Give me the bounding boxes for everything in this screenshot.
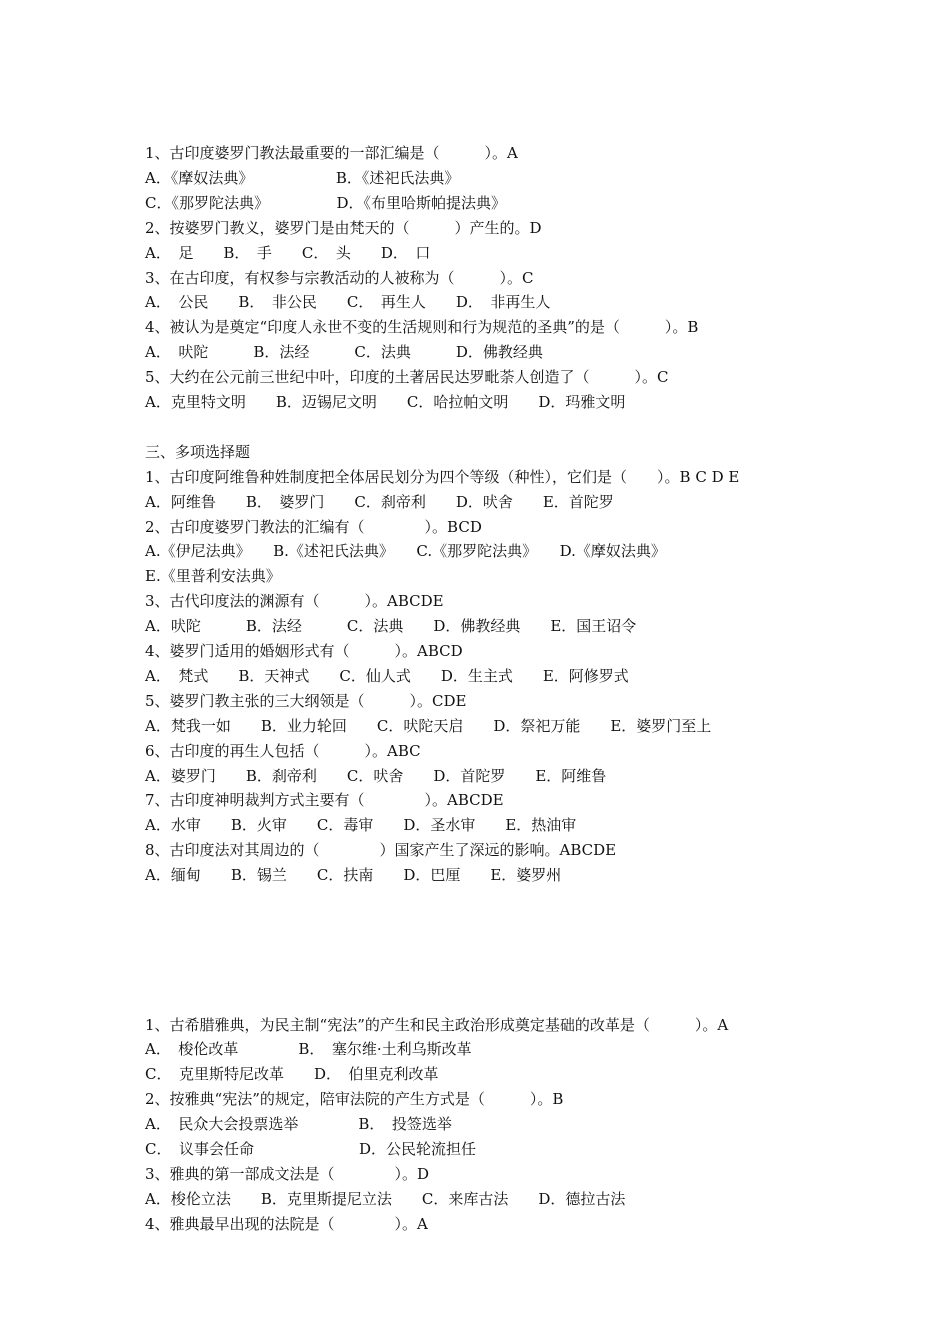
text-line: A．梵我一如 B．业力轮回 C．吠陀天启 D．祭祀万能 E．婆罗门至上 bbox=[145, 716, 712, 735]
text-line: A.《伊尼法典》 B.《述祀氏法典》 C.《那罗陀法典》 D.《摩奴法典》 bbox=[145, 542, 666, 561]
text-line: E.《里普利安法典》 bbox=[145, 567, 281, 586]
text-line: A．阿维鲁 B． 婆罗门 C．刹帝利 D．吠舍 E．首陀罗 bbox=[145, 492, 614, 511]
text-line: A． 吠陀 B．法经 C．法典 D．佛教经典 bbox=[145, 343, 543, 362]
text-line: A． 民众大会投票选举 B． 投签选举 bbox=[145, 1115, 452, 1134]
text-line: 5、婆罗门教主张的三大纲领是（ ）。CDE bbox=[145, 691, 467, 710]
text-line: A． 梵式 B．天神式 C．仙人式 D．生主式 E．阿修罗式 bbox=[145, 666, 629, 685]
text-line: A． 梭伦改革 B． 塞尔维·土利乌斯改革 bbox=[145, 1040, 472, 1059]
text-line: 7、古印度神明裁判方式主要有（ ）。ABCDE bbox=[145, 791, 504, 810]
text-line: 4、被认为是奠定“印度人永世不变的生活规则和行为规范的圣典”的是（ ）。B bbox=[145, 318, 699, 337]
text-line: C． 克里斯特尼改革 D． 伯里克利改革 bbox=[145, 1065, 439, 1084]
text-line: 4、雅典最早出现的法院是（ ）。A bbox=[145, 1214, 428, 1233]
text-line: 6、古印度的再生人包括（ ）。ABC bbox=[145, 741, 421, 760]
text-line: 1、古印度阿维鲁种姓制度把全体居民划分为四个等级（种性），它们是（ ）。B C D E bbox=[145, 467, 740, 486]
text-line: A． 公民 B． 非公民 C． 再生人 D． 非再生人 bbox=[145, 293, 551, 312]
text-line: A． 足 B． 手 C． 头 D． 口 bbox=[145, 243, 431, 262]
text-line: 5、大约在公元前三世纪中叶，印度的土著居民达罗毗荼人创造了（ ）。C bbox=[145, 368, 669, 387]
text-line: C．《那罗陀法典》 D．《布里哈斯帕提法典》 bbox=[145, 193, 507, 212]
text-line: 8、古印度法对其周边的（ ）国家产生了深远的影响。ABCDE bbox=[145, 841, 617, 860]
text-line: A．吠陀 B．法经 C．法典 D．佛教经典 E．国王诏令 bbox=[145, 617, 637, 636]
text-line: 三、多项选择题 bbox=[145, 442, 251, 461]
text-line: 3、在古印度，有权参与宗教活动的人被称为（ ）。C bbox=[145, 268, 534, 287]
text-line: 3、古代印度法的渊源有（ ）。ABCDE bbox=[145, 592, 444, 611]
text-line: A．《摩奴法典》 B．《述祀氏法典》 bbox=[145, 168, 460, 187]
text-line: 2、按婆罗门教义，婆罗门是由梵天的（ ）产生的。D bbox=[145, 218, 542, 237]
text-line: A．缅甸 B．锡兰 C．扶南 D．巴厘 E．婆罗州 bbox=[145, 866, 562, 885]
text-line: A．婆罗门 B．刹帝利 C．吠舍 D．首陀罗 E．阿维鲁 bbox=[145, 766, 607, 785]
text-line: A．梭伦立法 B．克里斯提尼立法 C．来库古法 D．德拉古法 bbox=[145, 1189, 626, 1208]
text-line: 3、雅典的第一部成文法是（ ）。D bbox=[145, 1164, 430, 1183]
text-line: 1、古印度婆罗门教法最重要的一部汇编是（ ）。A bbox=[145, 144, 518, 162]
text-line: A．克里特文明 B．迈锡尼文明 C．哈拉帕文明 D．玛雅文明 bbox=[145, 393, 626, 411]
text-line: C． 议事会任命 D．公民轮流担任 bbox=[145, 1140, 477, 1158]
text-line: 1、古希腊雅典，为民主制“宪法”的产生和民主政治形成奠定基础的改革是（ ）。A bbox=[145, 1015, 729, 1034]
text-line: 2、按雅典“宪法”的规定，陪审法院的产生方式是（ ）。B bbox=[145, 1090, 564, 1109]
text-line: A．水审 B．火审 C．毒审 D．圣水审 E．热油审 bbox=[145, 816, 577, 835]
text-line: 4、婆罗门适用的婚姻形式有（ ）。ABCD bbox=[145, 642, 463, 660]
text-line: 2、古印度婆罗门教法的汇编有（ ）。BCD bbox=[145, 517, 482, 536]
